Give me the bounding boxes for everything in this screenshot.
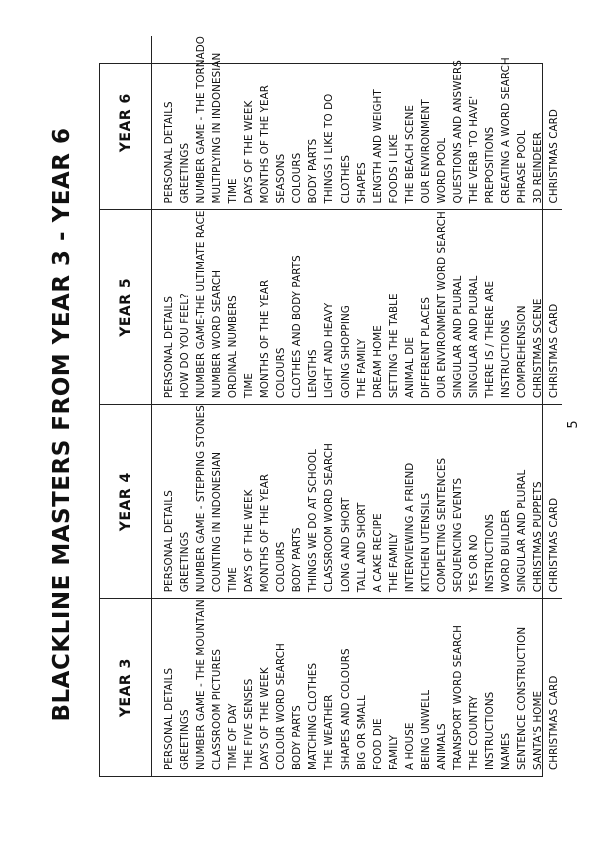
list-item: GREETINGS xyxy=(179,531,192,593)
list-item: THE VERB 'TO HAVE' xyxy=(467,95,480,204)
list-item: DIFFERENT PLACES xyxy=(419,297,432,399)
list-item: MATCHING CLOTHES xyxy=(307,662,320,770)
list-item: COLOURS xyxy=(275,541,288,593)
list-item: CREATING A WORD SEARCH xyxy=(499,57,512,204)
topic-list xyxy=(161,599,562,770)
list-item: SINGULAR AND PLURAL xyxy=(516,469,529,593)
list-item: CHRISTMAS PUPPETS xyxy=(532,481,545,593)
list-item: COMPLETING SENTENCES xyxy=(435,457,448,593)
list-item: THINGS I LIKE TO DO xyxy=(323,93,336,204)
list-item: TIME xyxy=(227,567,240,593)
list-item: LENGTH AND WEIGHT xyxy=(371,89,384,204)
page-number: 5 xyxy=(566,420,581,429)
list-item: YES OR NO xyxy=(467,534,480,593)
list-item: QUESTIONS AND ANSWERS xyxy=(451,60,464,204)
list-item: SHAPES AND COLOURS xyxy=(339,648,352,770)
list-item: TRANSPORT WORD SEARCH xyxy=(451,625,464,770)
list-item: TIME xyxy=(227,178,240,204)
list-item: LENGTHS xyxy=(307,349,320,399)
list-item: PREPOSITIONS xyxy=(483,126,496,204)
list-item: CLASSROOM PICTURES xyxy=(211,648,224,770)
list-item: THE BEACH SCENE xyxy=(403,105,416,204)
list-item: DAYS OF THE WEEK xyxy=(259,667,272,770)
list-item: A CAKE RECIPE xyxy=(371,513,384,593)
topic-list xyxy=(161,210,562,398)
topic-list xyxy=(161,405,562,592)
list-item: COLOUR WORD SEARCH xyxy=(275,643,288,770)
list-item: MULTIPLYING IN INDONESIAN xyxy=(211,52,224,204)
list-item: CHRISTMAS CARD xyxy=(548,109,561,204)
list-item: CLOTHES AND BODY PARTS xyxy=(291,255,304,399)
list-item: THE FAMILY xyxy=(387,532,400,593)
list-item: TALL AND SHORT xyxy=(355,502,368,593)
list-item: CLASSROOM WORD SEARCH xyxy=(323,443,336,593)
list-item: THINGS WE DO AT SCHOOL xyxy=(307,449,320,593)
list-item: THE FAMILY xyxy=(355,338,368,399)
list-item: NUMBER GAME - THE TORNADO xyxy=(195,36,208,204)
list-item: SENTENCE CONSTRUCTION xyxy=(516,626,529,770)
list-item: CLOTHES xyxy=(339,155,352,204)
list-item: BODY PARTS xyxy=(291,527,304,593)
list-item: PERSONAL DETAILS xyxy=(163,101,175,204)
list-item: MONTHS OF THE YEAR xyxy=(259,279,272,399)
column-header-year-3: YEAR 3 xyxy=(100,598,152,776)
list-item: NUMBER GAME - STEPPING STONES xyxy=(195,405,208,593)
list-item: WORD POOL xyxy=(435,137,448,204)
list-item: COLOURS xyxy=(275,347,288,399)
list-item: HOW DO YOU FEEL? xyxy=(179,293,192,399)
list-item: THERE IS / THERE ARE xyxy=(483,280,496,399)
list-item: CHRISTMAS CARD xyxy=(548,675,561,770)
year-table xyxy=(99,36,561,777)
list-item: DAYS OF THE WEEK xyxy=(243,100,256,204)
list-item: CHRISTMAS CARD xyxy=(548,303,561,399)
list-item: INSTRUCTIONS xyxy=(499,319,512,399)
column-header-year-6: YEAR 6 xyxy=(100,36,152,209)
topic-list xyxy=(161,36,562,203)
list-item: DREAM HOME xyxy=(371,325,384,399)
column-year-5 xyxy=(152,209,562,404)
list-item: TIME xyxy=(243,373,256,399)
page-title: BLACKLINE MASTERS FROM YEAR 3 - YEAR 6 xyxy=(49,127,75,722)
list-item: 3D REINDEER xyxy=(532,132,545,204)
list-item: WORD BUILDER xyxy=(499,509,512,593)
list-item: DAYS OF THE WEEK xyxy=(243,489,256,593)
list-item: SINGULAR AND PLURAL xyxy=(467,275,480,399)
list-item: GREETINGS xyxy=(179,709,192,770)
list-item: FAMILY xyxy=(387,734,400,770)
list-item: PHRASE POOL xyxy=(516,130,529,204)
list-item: BODY PARTS xyxy=(307,138,320,204)
list-item: ORDINAL NUMBERS xyxy=(227,295,240,399)
list-item: PERSONAL DETAILS xyxy=(163,667,175,770)
list-item: NAMES xyxy=(499,732,512,770)
list-item: INSTRUCTIONS xyxy=(483,691,496,770)
list-item: GOING SHOPPING xyxy=(339,305,352,399)
list-item: SETTING THE TABLE xyxy=(387,293,400,399)
list-item: LIGHT AND HEAVY xyxy=(323,302,336,399)
list-item: LONG AND SHORT xyxy=(339,497,352,593)
list-item: FOOD DIE xyxy=(371,718,384,770)
list-item: THE WEATHER xyxy=(323,694,336,770)
list-item: COUNTING IN INDONESIAN xyxy=(211,451,224,593)
list-item: PERSONAL DETAILS xyxy=(163,296,175,399)
list-item: OUR ENVIRONMENT WORD SEARCH xyxy=(435,211,448,399)
list-item: BODY PARTS xyxy=(291,705,304,770)
list-item: NUMBER GAME-THE ULTIMATE RACE xyxy=(195,210,208,399)
list-item: THE COUNTRY xyxy=(467,695,480,770)
list-item: NUMBER GAME - THE MOUNTAIN xyxy=(195,599,208,770)
list-item: ANIMALS xyxy=(435,723,448,770)
list-item: BIG OR SMALL xyxy=(355,694,368,770)
list-item: A HOUSE xyxy=(403,722,416,770)
list-item: SINGULAR AND PLURAL xyxy=(451,275,464,399)
list-item: CHRISTMAS SCENE xyxy=(532,298,545,399)
list-item: MONTHS OF THE YEAR xyxy=(259,85,272,204)
column-year-6 xyxy=(152,36,562,209)
column-year-4 xyxy=(152,404,562,598)
list-item: SEASONS xyxy=(275,153,288,204)
list-item: TIME OF DAY xyxy=(227,703,240,770)
list-item: SANTA'S HOME xyxy=(532,690,545,770)
list-item: INTERVIEWING A FRIEND xyxy=(403,462,416,593)
column-header-year-4: YEAR 4 xyxy=(100,404,152,598)
list-item: GREETINGS xyxy=(179,142,192,204)
list-item: PERSONAL DETAILS xyxy=(163,490,175,593)
list-item: SHAPES xyxy=(355,162,368,204)
list-item: THE FIVE SENSES xyxy=(243,678,256,770)
list-item: SEQUENCING EVENTS xyxy=(451,477,464,593)
list-item: OUR ENVIRONMENT xyxy=(419,99,432,204)
list-item: KITCHEN UTENSILS xyxy=(419,492,432,593)
list-item: BEING UNWELL xyxy=(419,689,432,770)
list-item: MONTHS OF THE YEAR xyxy=(259,473,272,593)
column-header-year-5: YEAR 5 xyxy=(100,209,152,404)
list-item: ANIMAL DIE xyxy=(403,336,416,399)
list-item: CHRISTMAS CARD xyxy=(548,497,561,593)
list-item: COMPREHENSION xyxy=(516,305,529,399)
column-year-3 xyxy=(152,598,562,776)
list-item: INSTRUCTIONS xyxy=(483,513,496,593)
list-item: COLOURS xyxy=(291,152,304,204)
list-item: FOODS I LIKE xyxy=(387,134,400,204)
list-item: NUMBER WORD SEARCH xyxy=(211,269,224,399)
